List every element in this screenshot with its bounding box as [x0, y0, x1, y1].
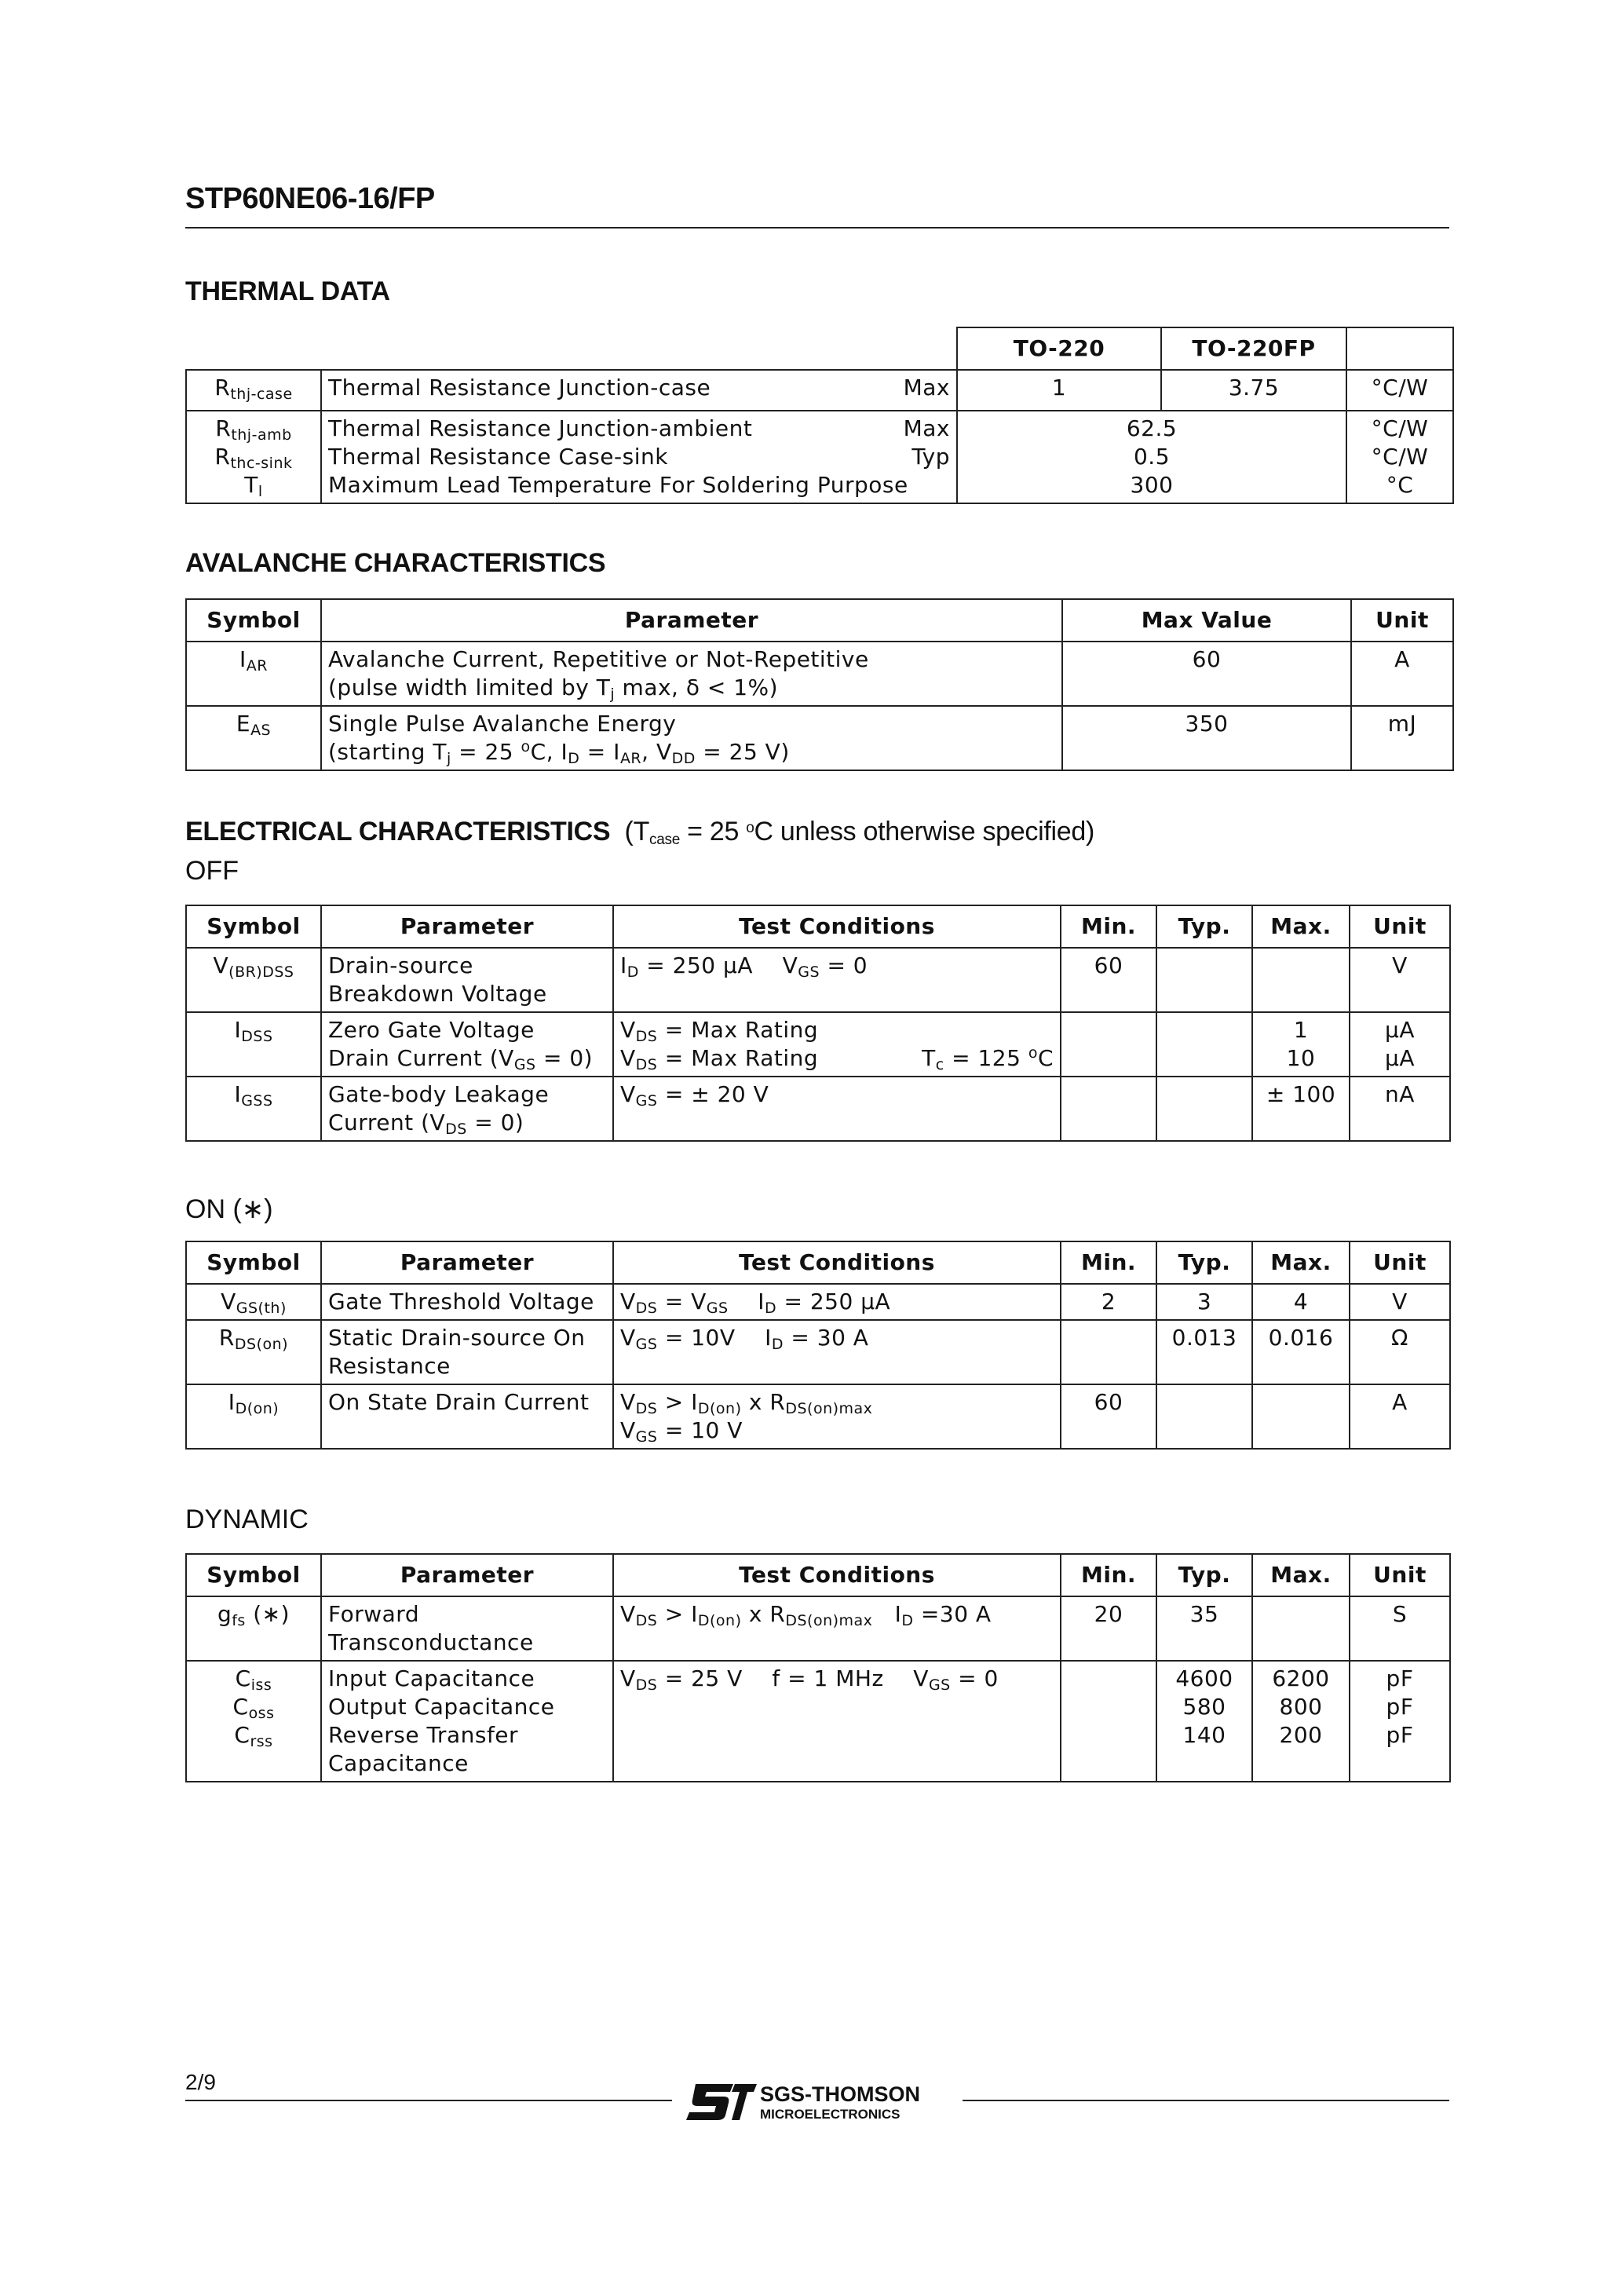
- unit: V: [1350, 948, 1450, 1012]
- on-header-row: [186, 1241, 1450, 1284]
- off-label: OFF: [185, 856, 239, 886]
- test-subscript: DS(on)max: [785, 1612, 873, 1629]
- symbol-cell: [186, 1320, 321, 1384]
- min-value: 60: [1061, 1384, 1156, 1449]
- test-subscript: D(on): [697, 1612, 742, 1629]
- symbol: R: [218, 1325, 235, 1351]
- param-line: Reverse Transfer: [328, 1722, 519, 1748]
- avalanche-header-row: [186, 599, 1453, 642]
- typ-value: 35: [1156, 1596, 1252, 1661]
- param-cell: [321, 1661, 613, 1782]
- test-subscript: D: [764, 1300, 777, 1317]
- test-subscript: GS: [635, 1336, 658, 1353]
- typ-value: [1156, 948, 1252, 1012]
- param-text: = I: [579, 739, 620, 765]
- max-line: 200: [1279, 1722, 1323, 1748]
- param-line: Capacitance: [328, 1750, 469, 1776]
- dynamic-table: [185, 1553, 1451, 1782]
- off-header-row: [186, 905, 1450, 948]
- thermal-header-row: [186, 327, 1453, 370]
- test-text: = Max Rating: [657, 1017, 819, 1043]
- param-subscript: j: [610, 686, 616, 703]
- max-value: [1252, 948, 1350, 1012]
- symbol-subscript: GSS: [241, 1092, 273, 1110]
- page-number: 2/9: [185, 2070, 216, 2094]
- param-text: Thermal Resistance Junction-ambient: [328, 415, 753, 441]
- test-cell: [613, 1012, 1061, 1077]
- param-line: Avalanche Current, Repetitive or Not-Repetitive: [328, 646, 869, 672]
- symbol-cell: [186, 1661, 321, 1782]
- test-text: = V: [657, 1289, 707, 1314]
- cond-text: (T: [624, 817, 650, 846]
- typ-value: 0.013: [1156, 1320, 1252, 1384]
- symbol-subscript: AR: [246, 657, 268, 675]
- test-cell: [613, 1384, 1061, 1449]
- test-subscript: DS(on)max: [785, 1400, 873, 1417]
- symbol: E: [236, 711, 251, 737]
- value-to220: 1: [957, 370, 1161, 411]
- dynamic-row: [186, 1596, 1450, 1661]
- test-cell: [613, 1661, 1061, 1782]
- max-value: [1252, 1012, 1350, 1077]
- dynamic-label: DYNAMIC: [185, 1504, 309, 1534]
- max-value: 350: [1062, 706, 1351, 770]
- test-subscript: D: [901, 1612, 914, 1629]
- max-value: 0.016: [1252, 1320, 1350, 1384]
- param-subscript: DS: [445, 1121, 467, 1138]
- param-subscript: DD: [671, 750, 696, 767]
- test-text: T: [922, 1045, 936, 1071]
- param-cell: [321, 1320, 613, 1384]
- header-unit: Unit: [1351, 599, 1453, 642]
- unit: mJ: [1351, 706, 1453, 770]
- unit-line: μA: [1385, 1017, 1415, 1043]
- symbol: C: [234, 1722, 250, 1748]
- unit: °C/W: [1371, 415, 1429, 441]
- test-text: > I: [657, 1389, 698, 1415]
- param-cell: [321, 706, 1062, 770]
- unit-line: pF: [1386, 1694, 1414, 1720]
- thermal-table: [185, 327, 1454, 504]
- symbol: I: [228, 1389, 236, 1415]
- thermal-heading: THERMAL DATA: [185, 276, 390, 306]
- header-min: Min.: [1061, 1554, 1156, 1596]
- unit: A: [1351, 642, 1453, 706]
- typ-value: [1156, 1012, 1252, 1077]
- test-text: = 250 μA: [776, 1289, 891, 1314]
- test-subscript: DS: [635, 1400, 658, 1417]
- unit: °C: [1386, 472, 1414, 498]
- unit: Ω: [1350, 1320, 1450, 1384]
- dynamic-row: [186, 1661, 1450, 1782]
- header-unit: Unit: [1350, 905, 1450, 948]
- test-text: I: [765, 1325, 772, 1351]
- test-text: = 30 A: [784, 1325, 869, 1351]
- on-row: [186, 1284, 1450, 1320]
- avalanche-heading: AVALANCHE CHARACTERISTICS: [185, 548, 606, 578]
- param-cell: [321, 370, 957, 411]
- min-value: [1061, 1320, 1156, 1384]
- param-kind: Typ: [911, 444, 950, 470]
- test-subscript: DS: [635, 1612, 658, 1629]
- param-line: Static Drain-source On: [328, 1325, 586, 1351]
- symbol-subscript: thj-case: [230, 386, 293, 403]
- test-subscript: c: [935, 1056, 944, 1073]
- param-line: Input Capacitance: [328, 1665, 535, 1691]
- min-value: [1061, 1077, 1156, 1141]
- max-value: 4: [1252, 1284, 1350, 1320]
- symbol-cell: [186, 1012, 321, 1077]
- unit: [1350, 1661, 1450, 1782]
- header-symbol: Symbol: [186, 905, 321, 948]
- test-text: I: [758, 1289, 765, 1314]
- test-subscript: GS: [928, 1676, 951, 1694]
- dynamic-header-row: [186, 1554, 1450, 1596]
- typ-line: 580: [1182, 1694, 1226, 1720]
- test-text: I: [620, 952, 627, 978]
- param-cell: [321, 642, 1062, 706]
- symbol-cell: [186, 1077, 321, 1141]
- value: 62.5: [1126, 415, 1178, 441]
- param-superscript: o: [521, 738, 531, 755]
- test-text: > I: [657, 1601, 698, 1627]
- max-value: ± 100: [1252, 1077, 1350, 1141]
- max-line: 10: [1286, 1045, 1316, 1071]
- test-cell: [613, 1284, 1061, 1320]
- param-cell: [321, 1077, 613, 1141]
- unit-cell: [1346, 411, 1453, 503]
- symbol-cell: [186, 948, 321, 1012]
- footer-rule-left: [185, 2100, 672, 2101]
- symbol-subscript: AS: [250, 722, 272, 739]
- symbol-subscript: rss: [250, 1733, 273, 1750]
- param-line: Resistance: [328, 1353, 451, 1379]
- cond-text: C unless otherwise specified): [754, 817, 1094, 846]
- unit: °C/W: [1371, 444, 1429, 470]
- param-text: Thermal Resistance Junction-case: [328, 375, 711, 400]
- header-typ: Typ.: [1156, 905, 1252, 948]
- test-text: = Max Rating: [657, 1045, 819, 1071]
- test-text: = 10V: [657, 1325, 736, 1351]
- param-text: Thermal Resistance Case-sink: [328, 444, 668, 470]
- test-text: V: [620, 1289, 636, 1314]
- param-line: Drain-source: [328, 952, 473, 978]
- symbol-cell: [186, 642, 321, 706]
- typ-value: 3: [1156, 1284, 1252, 1320]
- param-text: = 25 V): [695, 739, 790, 765]
- test-text: x R: [741, 1389, 786, 1415]
- min-value: [1061, 1012, 1156, 1077]
- header-test-conditions: Test Conditions: [613, 1241, 1061, 1284]
- header-parameter: Parameter: [321, 905, 613, 948]
- test-text: V: [782, 952, 798, 978]
- symbol-cell: [186, 1284, 321, 1320]
- symbol: R: [214, 444, 231, 470]
- max-line: 6200: [1272, 1665, 1330, 1691]
- symbol-cell: [186, 411, 321, 503]
- max-line: 1: [1293, 1017, 1309, 1043]
- typ-value: [1156, 1077, 1252, 1141]
- symbol: V: [221, 1289, 236, 1314]
- param-text: Drain Current (V: [328, 1045, 514, 1071]
- typ-line: 140: [1182, 1722, 1226, 1748]
- off-row: [186, 948, 1450, 1012]
- avalanche-row: [186, 706, 1453, 770]
- param-text: , V: [641, 739, 672, 765]
- test-text: C: [1037, 1045, 1054, 1071]
- test-text: =30 A: [913, 1601, 992, 1627]
- test-text: = 125: [944, 1045, 1028, 1071]
- header-symbol: Symbol: [186, 599, 321, 642]
- symbol: I: [234, 1081, 242, 1107]
- thermal-row: [186, 411, 1453, 503]
- param-subscript: D: [568, 750, 580, 767]
- test-text: I: [894, 1601, 902, 1627]
- symbol-cell: [186, 1384, 321, 1449]
- max-value: [1252, 1596, 1350, 1661]
- param-cell: Gate Threshold Voltage: [321, 1284, 613, 1320]
- typ-line: 4600: [1175, 1665, 1233, 1691]
- electrical-title: ELECTRICAL CHARACTERISTICS: [185, 817, 611, 846]
- symbol-cell: [186, 370, 321, 411]
- symbol: V: [213, 952, 229, 978]
- header-max-value: Max Value: [1062, 599, 1351, 642]
- param-line: Gate-body Leakage: [328, 1081, 550, 1107]
- value-cell: [957, 411, 1346, 503]
- symbol: R: [214, 375, 231, 400]
- symbol-subscript: iss: [250, 1676, 272, 1694]
- cond-text: = 25: [679, 817, 747, 846]
- max-value: [1252, 1661, 1350, 1782]
- unit-line: μA: [1385, 1045, 1415, 1071]
- off-row: [186, 1077, 1450, 1141]
- header-parameter: Parameter: [321, 599, 1062, 642]
- param-cell: [321, 948, 613, 1012]
- max-line: 800: [1279, 1694, 1323, 1720]
- param-kind: Max: [903, 375, 950, 400]
- title-divider: [185, 227, 1449, 229]
- electrical-heading: [185, 817, 1094, 847]
- param-line: Zero Gate Voltage: [328, 1017, 535, 1043]
- symbol: g: [217, 1601, 232, 1627]
- header-unit: Unit: [1350, 1554, 1450, 1596]
- electrical-condition: [625, 817, 1094, 846]
- st-logo-icon: [685, 2081, 952, 2123]
- param-cell: [321, 1012, 613, 1077]
- param-text: = 0): [466, 1110, 524, 1135]
- symbol-subscript: thc-sink: [230, 455, 293, 472]
- header-max: Max.: [1252, 1241, 1350, 1284]
- test-subscript: GS: [706, 1300, 729, 1317]
- off-table: [185, 905, 1451, 1142]
- col-to220: TO-220: [957, 327, 1161, 370]
- min-value: 2: [1061, 1284, 1156, 1320]
- footer-rule-right: [963, 2100, 1449, 2101]
- symbol: T: [244, 472, 258, 498]
- param-line: Forward: [328, 1601, 420, 1627]
- test-text: V: [620, 1389, 636, 1415]
- col-unit-blank: [1346, 327, 1453, 370]
- value: 300: [1130, 472, 1174, 498]
- param-text: (pulse width limited by T: [328, 675, 611, 700]
- param-text: = 0): [535, 1045, 594, 1071]
- col-to220fp: TO-220FP: [1161, 327, 1346, 370]
- test-text: V: [620, 1417, 636, 1443]
- unit: V: [1350, 1284, 1450, 1320]
- min-value: [1061, 1661, 1156, 1782]
- sgs-thomson-logo: [685, 2081, 952, 2123]
- unit: °C/W: [1346, 370, 1453, 411]
- param-cell: [321, 411, 957, 503]
- symbol-cell: [186, 706, 321, 770]
- test-cell: [613, 1596, 1061, 1661]
- test-text: V: [913, 1665, 929, 1691]
- header-max: Max.: [1252, 1554, 1350, 1596]
- param-subscript: GS: [513, 1056, 536, 1073]
- param-text: max, δ < 1%): [615, 675, 779, 700]
- header-min: Min.: [1061, 905, 1156, 948]
- on-table: [185, 1241, 1451, 1450]
- unit-line: pF: [1386, 1722, 1414, 1748]
- param-text: Maximum Lead Temperature For Soldering Purpose: [328, 472, 908, 498]
- test-text: x R: [741, 1601, 786, 1627]
- value: 0.5: [1133, 444, 1171, 470]
- thermal-row: [186, 370, 1453, 411]
- on-row: [186, 1320, 1450, 1384]
- param-line: Transconductance: [328, 1629, 534, 1655]
- test-superscript: o: [1028, 1044, 1038, 1062]
- test-text: V: [620, 1017, 636, 1043]
- test-subscript: DS: [635, 1676, 658, 1694]
- on-row: [186, 1384, 1450, 1449]
- min-value: 20: [1061, 1596, 1156, 1661]
- test-subscript: DS: [635, 1056, 658, 1073]
- symbol-subscript: (BR)DSS: [228, 963, 294, 981]
- symbol: C: [235, 1665, 251, 1691]
- test-text: f = 1 MHz: [772, 1665, 884, 1691]
- symbol-subscript: l: [258, 483, 263, 500]
- param-cell: On State Drain Current: [321, 1384, 613, 1449]
- header-test-conditions: Test Conditions: [613, 905, 1061, 948]
- param-subscript: AR: [619, 750, 642, 767]
- header-symbol: Symbol: [186, 1554, 321, 1596]
- symbol-subscript: GS(th): [236, 1300, 287, 1317]
- test-subscript: GS: [635, 1428, 658, 1446]
- unit: [1350, 1012, 1450, 1077]
- avalanche-row: [186, 642, 1453, 706]
- test-subscript: DS: [635, 1028, 658, 1045]
- symbol-subscript: thj-amb: [231, 426, 292, 444]
- test-subscript: D(on): [697, 1400, 742, 1417]
- symbol-cell: [186, 1596, 321, 1661]
- test-subscript: GS: [635, 1092, 658, 1110]
- header-typ: Typ.: [1156, 1554, 1252, 1596]
- symbol-subscript: D(on): [235, 1400, 279, 1417]
- blank-cell: [186, 327, 957, 370]
- test-text: = 25 V: [657, 1665, 743, 1691]
- typ-value: [1156, 1661, 1252, 1782]
- document-title: STP60NE06-16/FP: [185, 182, 435, 215]
- test-text: V: [620, 1601, 636, 1627]
- param-text: = 25: [451, 739, 521, 765]
- test-text: = ± 20 V: [657, 1081, 769, 1107]
- param-text: (starting T: [328, 739, 447, 765]
- logo-line2: MICROELECTRONICS: [760, 2107, 901, 2122]
- max-value: [1252, 1384, 1350, 1449]
- test-cell: [613, 1077, 1061, 1141]
- min-value: 60: [1061, 948, 1156, 1012]
- test-text: V: [620, 1665, 636, 1691]
- typ-value: [1156, 1384, 1252, 1449]
- symbol-subscript: DSS: [241, 1028, 273, 1045]
- max-value: 60: [1062, 642, 1351, 706]
- avalanche-table: [185, 598, 1454, 771]
- test-text: = 0: [950, 1665, 999, 1691]
- param-cell: [321, 1596, 613, 1661]
- header-test-conditions: Test Conditions: [613, 1554, 1061, 1596]
- param-line: Breakdown Voltage: [328, 981, 547, 1007]
- header-parameter: Parameter: [321, 1241, 613, 1284]
- test-text: = 250 μA: [638, 952, 753, 978]
- test-text: = 0: [820, 952, 868, 978]
- symbol: R: [215, 415, 232, 441]
- symbol: I: [234, 1017, 242, 1043]
- test-text: V: [620, 1045, 636, 1071]
- header-max: Max.: [1252, 905, 1350, 948]
- test-cell: [613, 948, 1061, 1012]
- param-kind: Max: [903, 415, 950, 441]
- symbol: I: [239, 646, 247, 672]
- test-text: = 10 V: [657, 1417, 743, 1443]
- header-min: Min.: [1061, 1241, 1156, 1284]
- test-text: V: [620, 1325, 636, 1351]
- symbol: (∗): [245, 1601, 290, 1627]
- param-line: Output Capacitance: [328, 1694, 555, 1720]
- symbol-subscript: oss: [248, 1705, 275, 1722]
- test-subscript: GS: [798, 963, 820, 981]
- param-text: C, I: [530, 739, 568, 765]
- unit: nA: [1350, 1077, 1450, 1141]
- test-subscript: DS: [635, 1300, 658, 1317]
- test-subscript: D: [627, 963, 639, 981]
- symbol: C: [232, 1694, 249, 1720]
- off-row: [186, 1012, 1450, 1077]
- test-cell: [613, 1320, 1061, 1384]
- test-text: V: [620, 1081, 636, 1107]
- on-label: ON (∗): [185, 1194, 273, 1224]
- unit: A: [1350, 1384, 1450, 1449]
- cond-subscript: case: [649, 832, 680, 848]
- symbol-subscript: fs: [232, 1612, 246, 1629]
- header-unit: Unit: [1350, 1241, 1450, 1284]
- test-subscript: D: [771, 1336, 784, 1353]
- value-to220fp: 3.75: [1161, 370, 1346, 411]
- param-text: Current (V: [328, 1110, 446, 1135]
- param-line: Single Pulse Avalanche Energy: [328, 711, 677, 737]
- unit: S: [1350, 1596, 1450, 1661]
- logo-line1: SGS-THOMSON: [760, 2082, 921, 2106]
- symbol-subscript: DS(on): [234, 1336, 289, 1353]
- unit-line: pF: [1386, 1665, 1414, 1691]
- cond-superscript: o: [746, 820, 754, 836]
- header-parameter: Parameter: [321, 1554, 613, 1596]
- param-subscript: j: [446, 750, 451, 767]
- header-symbol: Symbol: [186, 1241, 321, 1284]
- header-typ: Typ.: [1156, 1241, 1252, 1284]
